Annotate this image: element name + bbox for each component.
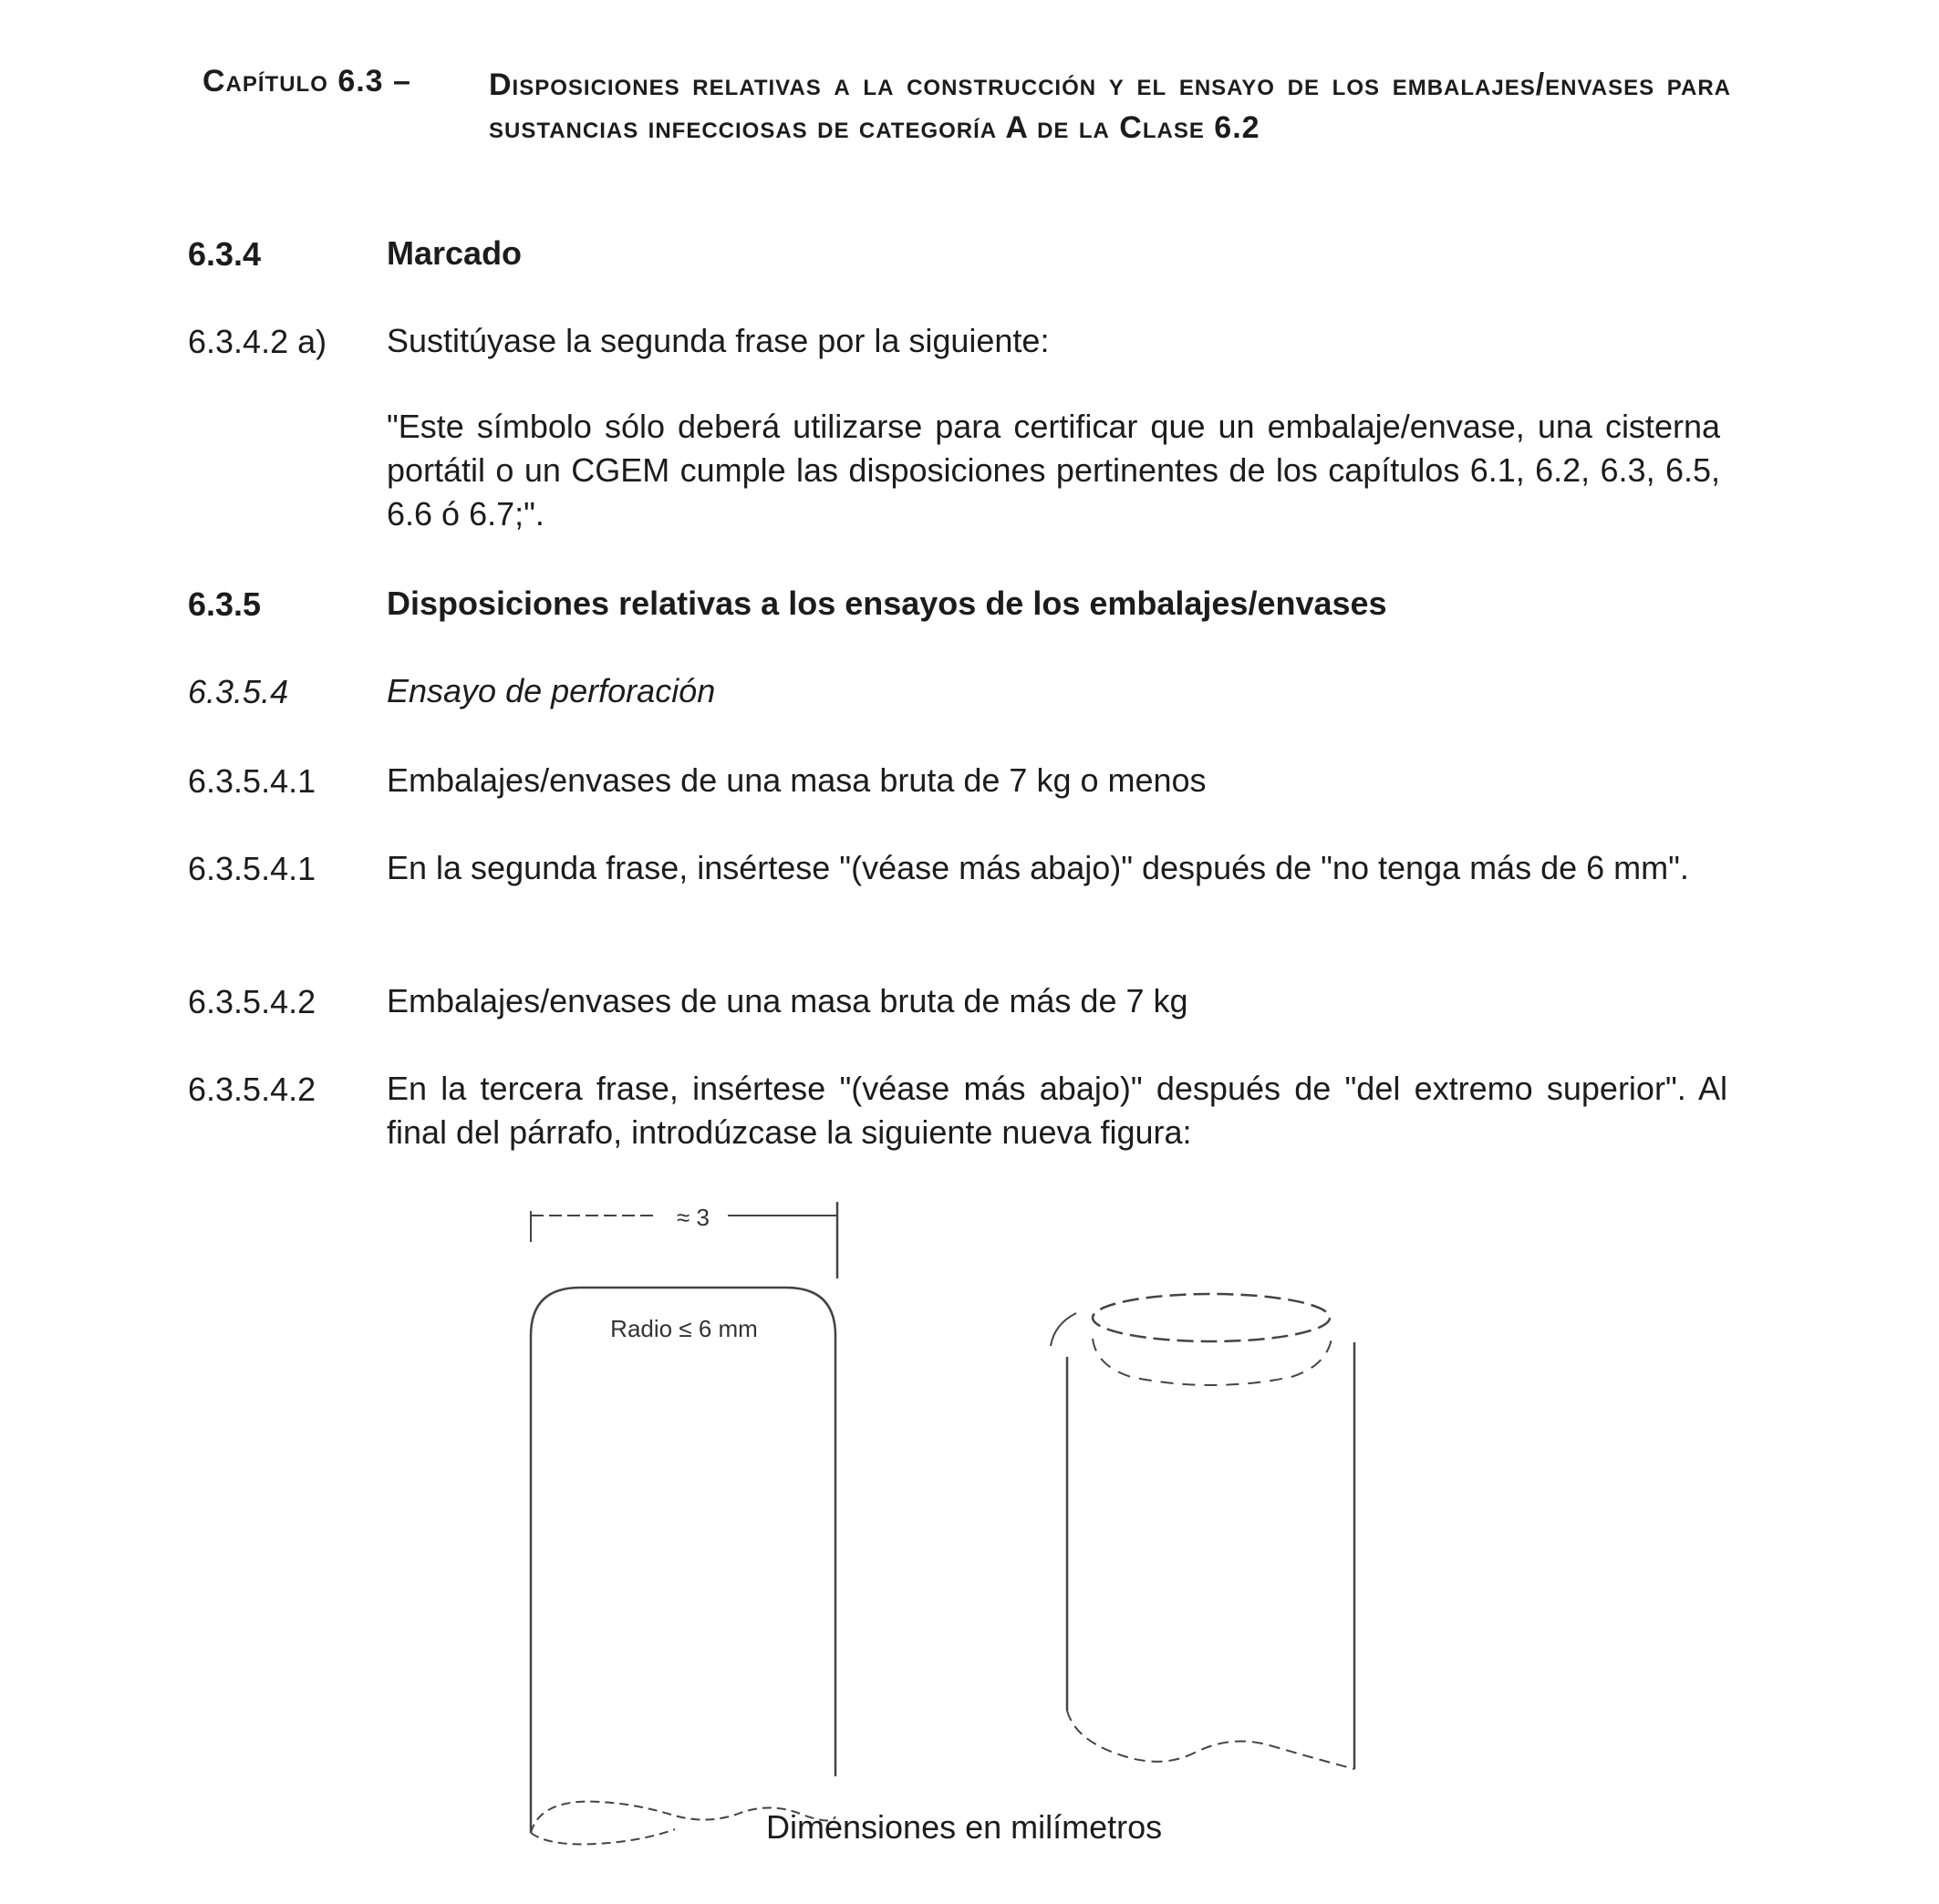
- paragraph-number-6-3-4-2-a: 6.3.4.2 a): [188, 323, 327, 360]
- dimension-label: ≈ 3: [677, 1204, 710, 1231]
- chapter-title: Disposiciones relativas a la construcción y el ensayo de los embalajes/envases para sustancias infecciosas de categoría A de la Clase 6.2: [489, 67, 1731, 145]
- radius-label: Radio ≤ 6 mm: [610, 1315, 758, 1342]
- subsection-number-6-3-5-4: 6.3.5.4: [188, 673, 289, 710]
- paragraph-number-6-3-5-4-1-a: 6.3.5.4.1: [188, 762, 316, 800]
- subsection-heading-perforacion: Ensayo de perforación: [387, 672, 716, 709]
- paragraph-amendment-figure: En la tercera frase, insértese "(véase más abajo)" después de "del extremo superior". Al final del párrafo, introdúzcase la siguiente nueva figura:: [387, 1070, 1727, 1151]
- paragraph-heading-7kg-or-less: Embalajes/envases de una masa bruta de 7 kg o menos: [387, 761, 1207, 799]
- paragraph-number-6-3-5-4-2-b: 6.3.5.4.2: [188, 1071, 316, 1108]
- quoted-replacement-text: "Este símbolo sólo deberá utilizarse para certificar que un embalaje/envase, una cisterna portátil o un CGEM cumple las disposiciones pertinentes de los capítulos 6.1, 6.2, 6.3, 6.5, 6.6 ó 6.7;".: [387, 408, 1720, 533]
- paragraph-instruction: Sustitúyase la segunda frase por la siguiente:: [387, 322, 1050, 359]
- chapter-label: Capítulo 6.3 –: [202, 64, 411, 98]
- section-number-6-3-4: 6.3.4: [188, 235, 262, 273]
- section-number-6-3-5: 6.3.5: [188, 585, 262, 623]
- paragraph-heading-more-than-7kg: Embalajes/envases de una masa bruta de más de 7 kg: [387, 982, 1188, 1019]
- paragraph-number-6-3-5-4-2-a: 6.3.5.4.2: [188, 983, 316, 1020]
- section-heading-ensayos: Disposiciones relativas a los ensayos de los embalajes/envases: [387, 585, 1387, 622]
- dimension-line: [531, 1202, 837, 1278]
- punch-rod-drawing: [531, 1288, 835, 1844]
- perforation-bar-figure: [493, 1185, 1441, 1860]
- paragraph-amendment-6mm: En la segunda frase, insértese "(véase más abajo)" después de "no tenga más de 6 mm".: [387, 849, 1689, 886]
- section-heading-marcado: Marcado: [387, 234, 523, 272]
- figure-caption: Dimensiones en milímetros: [766, 1808, 1163, 1846]
- paragraph-number-6-3-5-4-1-b: 6.3.5.4.1: [188, 850, 316, 887]
- cylinder-drawing: [1051, 1294, 1354, 1769]
